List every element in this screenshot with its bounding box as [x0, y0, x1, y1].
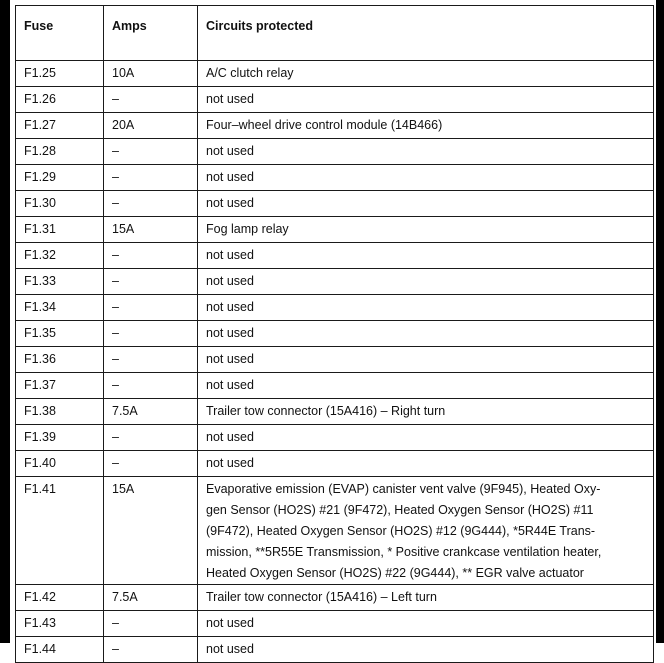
cell-circuits: not used — [198, 191, 654, 217]
header-fuse: Fuse — [16, 6, 104, 61]
cell-circuits: A/C clutch relay — [198, 61, 654, 87]
cell-fuse: F1.30 — [16, 191, 104, 217]
cell-amps: – — [104, 347, 198, 373]
cell-fuse: F1.42 — [16, 585, 104, 611]
cell-circuits — [198, 477, 654, 585]
cell-amps: 7.5A — [104, 399, 198, 425]
circuit-line: Heated Oxygen Sensor (HO2S) #22 (9G444), ** EGR valve actuator — [206, 566, 584, 580]
cell-fuse: F1.34 — [16, 295, 104, 321]
table-row — [16, 637, 654, 663]
cell-fuse: F1.32 — [16, 243, 104, 269]
cell-amps: 15A — [104, 217, 198, 243]
cell-circuits: not used — [198, 243, 654, 269]
table-row — [16, 399, 654, 425]
cell-amps: – — [104, 611, 198, 637]
table-row — [16, 243, 654, 269]
cell-fuse: F1.44 — [16, 637, 104, 663]
table-row — [16, 295, 654, 321]
table-row — [16, 113, 654, 139]
cell-circuits: not used — [198, 347, 654, 373]
cell-circuits: Trailer tow connector (15A416) – Right turn — [198, 399, 654, 425]
cell-circuits: Four–wheel drive control module (14B466) — [198, 113, 654, 139]
cell-amps: – — [104, 451, 198, 477]
cell-fuse: F1.40 — [16, 451, 104, 477]
cell-amps: – — [104, 321, 198, 347]
table-row — [16, 347, 654, 373]
cell-amps: – — [104, 243, 198, 269]
right-border — [656, 0, 664, 643]
table-row — [16, 191, 654, 217]
header-amps: Amps — [104, 6, 198, 61]
circuit-line: (9F472), Heated Oxygen Sensor (HO2S) #12 (9G444), *5R44E Trans- — [206, 524, 596, 538]
cell-fuse: F1.28 — [16, 139, 104, 165]
cell-fuse: F1.41 — [16, 477, 104, 585]
cell-fuse: F1.36 — [16, 347, 104, 373]
cell-circuits: not used — [198, 321, 654, 347]
cell-fuse: F1.43 — [16, 611, 104, 637]
left-border — [0, 0, 10, 643]
table-row — [16, 425, 654, 451]
cell-fuse: F1.33 — [16, 269, 104, 295]
circuit-line: Evaporative emission (EVAP) canister vent valve (9F945), Heated Oxy- — [206, 482, 601, 496]
cell-circuits: Fog lamp relay — [198, 217, 654, 243]
table-row — [16, 139, 654, 165]
cell-fuse: F1.26 — [16, 87, 104, 113]
cell-amps: – — [104, 269, 198, 295]
cell-amps: – — [104, 373, 198, 399]
circuit-line: mission, **5R55E Transmission, * Positive crankcase ventilation heater, — [206, 545, 602, 559]
cell-fuse: F1.38 — [16, 399, 104, 425]
cell-circuits: not used — [198, 165, 654, 191]
cell-amps: – — [104, 637, 198, 663]
cell-amps: 15A — [104, 477, 198, 585]
cell-fuse: F1.35 — [16, 321, 104, 347]
fuse-table — [15, 5, 654, 663]
cell-amps: – — [104, 425, 198, 451]
cell-circuits: not used — [198, 637, 654, 663]
cell-amps: 7.5A — [104, 585, 198, 611]
cell-amps: – — [104, 165, 198, 191]
cell-circuits: not used — [198, 269, 654, 295]
cell-circuits: not used — [198, 373, 654, 399]
cell-circuits: not used — [198, 139, 654, 165]
cell-fuse: F1.29 — [16, 165, 104, 191]
table-row — [16, 217, 654, 243]
cell-amps: 10A — [104, 61, 198, 87]
header-circuits: Circuits protected — [198, 6, 654, 61]
cell-amps: – — [104, 87, 198, 113]
table-header-row — [16, 6, 654, 61]
cell-fuse: F1.25 — [16, 61, 104, 87]
cell-fuse: F1.27 — [16, 113, 104, 139]
cell-circuits: not used — [198, 611, 654, 637]
cell-circuits: not used — [198, 87, 654, 113]
table-row — [16, 165, 654, 191]
circuit-line: gen Sensor (HO2S) #21 (9F472), Heated Oxygen Sensor (HO2S) #11 — [206, 503, 594, 517]
cell-fuse: F1.39 — [16, 425, 104, 451]
cell-circuits: not used — [198, 451, 654, 477]
table-row — [16, 611, 654, 637]
table-row — [16, 451, 654, 477]
cell-amps: 20A — [104, 113, 198, 139]
table-row — [16, 87, 654, 113]
table-row — [16, 373, 654, 399]
cell-amps: – — [104, 191, 198, 217]
cell-amps: – — [104, 139, 198, 165]
cell-amps: – — [104, 295, 198, 321]
table-row — [16, 321, 654, 347]
table-row — [16, 477, 654, 585]
table-row — [16, 269, 654, 295]
cell-circuits: not used — [198, 425, 654, 451]
cell-fuse: F1.31 — [16, 217, 104, 243]
cell-circuits: not used — [198, 295, 654, 321]
table-row — [16, 61, 654, 87]
cell-circuits: Trailer tow connector (15A416) – Left turn — [198, 585, 654, 611]
table-row — [16, 585, 654, 611]
cell-fuse: F1.37 — [16, 373, 104, 399]
